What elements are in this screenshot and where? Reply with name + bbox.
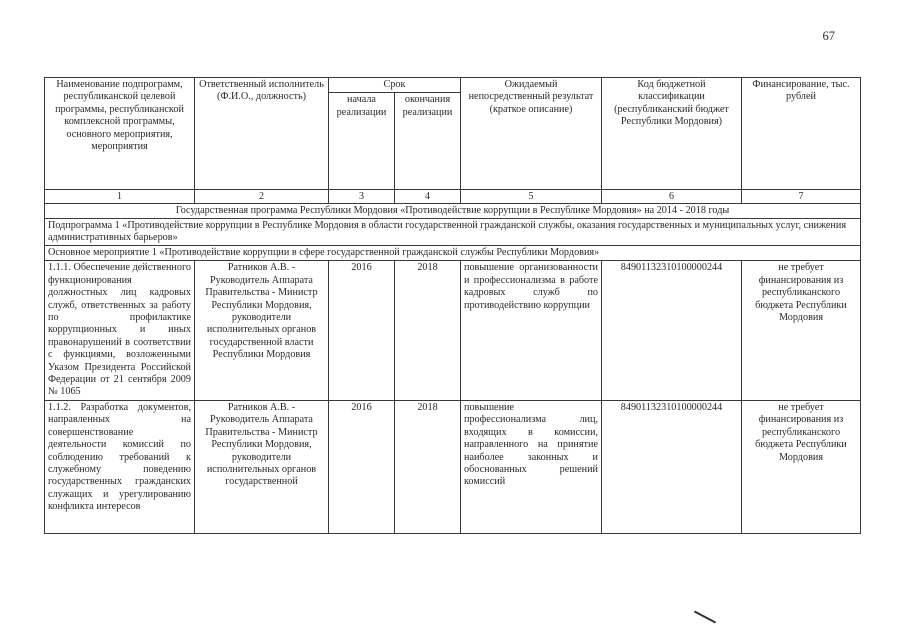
col-number-1: 1 [45,190,195,204]
activity-finance: не требует финансирования из республиканского бюджета Республики Мордовия [742,261,861,400]
activity-name: 1.1.2. Разработка документов, направленных на совершенствование деятельности комиссий по соблюдению требований к служебному поведению государственных гражданских служащих и урегулированию конфликта интересов [45,400,195,533]
page-number: 67 [822,29,835,43]
activity-budget-code: 84901132310100000244 [602,400,742,533]
activity-finance: не требует финансирования из республиканского бюджета Республики Мордовия [742,400,861,533]
col-number-6: 6 [602,190,742,204]
header-finance: Финансирование, тыс. рублей [742,78,861,190]
subprogram-row [45,219,861,246]
activity-result: повышение профессионализма лиц, входящих в комиссии, направленного на принятие наиболее законных и обоснованных решений комиссий [461,400,602,533]
activity-name: 1.1.1. Обеспечение действенного функционирования должностных лиц кадровых служб, ответственных за работу по профилактике коррупционных и иных правонарушений в соответствии с функциями, возложенными Указом Президента Российской Федерации от 21 сентября 2009 № 1065 [45,261,195,400]
activity-end-year: 2018 [395,400,461,533]
table-header-row [45,78,861,93]
activity-start-year: 2016 [329,400,395,533]
header-code: Код бюджетной классификации (республиканский бюджет Республики Мордовия) [602,78,742,190]
table-row [45,261,861,400]
program-title: Государственная программа Республики Мордовия «Противодействие коррупции в Республике Мордовия» на 2014 - 2018 годы [45,204,861,219]
table-row [45,400,861,533]
col-number-2: 2 [195,190,329,204]
main-activity-title: Основное мероприятие 1 «Противодействие коррупции в сфере государственной гражданской службы Республики Мордовия» [45,246,861,261]
col-number-5: 5 [461,190,602,204]
col-number-7: 7 [742,190,861,204]
header-term: Срок [329,78,461,93]
pen-mark [694,610,716,623]
header-result: Ожидаемый непосредственный результат (краткое описание) [461,78,602,190]
col-number-3: 3 [329,190,395,204]
header-start: начала реализации [329,93,395,190]
activity-budget-code: 84901132310100000244 [602,261,742,400]
activity-plan-table [44,77,861,534]
subprogram-title: Подпрограмма 1 «Противодействие коррупции в Республике Мордовия в области государственной гражданской службы, оказания государственных и муниципальных услуг, снижения административных барьеров» [45,219,861,246]
main-activity-row [45,246,861,261]
header-name: Наименование подпрограмм, республиканской целевой программы, республиканской комплексной программы, основного мероприятия, мероприятия [45,78,195,190]
activity-result: повышение организованности и профессионализма в работе кадровых служб по противодействию коррупции [461,261,602,400]
col-number-4: 4 [395,190,461,204]
column-number-row [45,190,861,204]
activity-executor: Ратников А.В. - Руководитель Аппарата Правительства - Министр Республики Мордовия, руководители исполнительных органов государственной власти Республики Мордовия [195,261,329,400]
header-executor: Ответственный исполнитель (Ф.И.О., должность) [195,78,329,190]
activity-start-year: 2016 [329,261,395,400]
activity-end-year: 2018 [395,261,461,400]
activity-executor: Ратников А.В. - Руководитель Аппарата Правительства - Министр Республики Мордовия, руководители исполнительных органов государственной [195,400,329,533]
program-row [45,204,861,219]
header-end: окончания реализации [395,93,461,190]
